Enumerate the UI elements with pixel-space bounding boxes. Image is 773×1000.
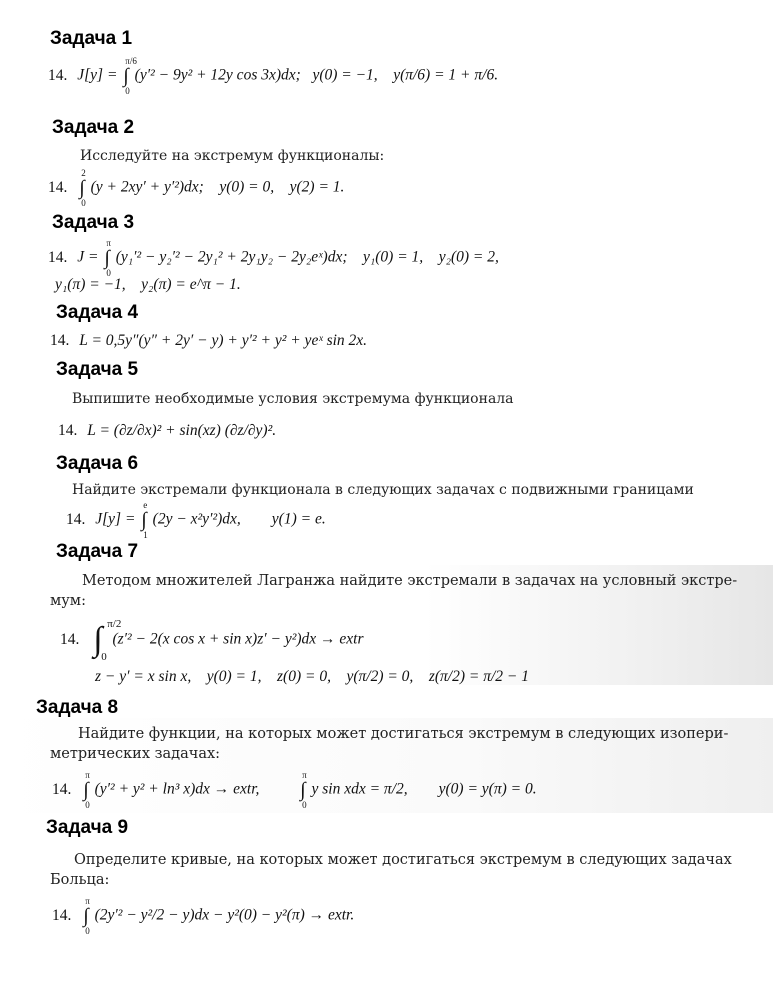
task-5-text: Выпишите необходимые условия экстремума функционала [72,391,514,407]
isoperimetric-constraint: y sin xdx = π/2, [311,780,408,798]
integral-sign: ∫ 2 0 [79,168,86,208]
problem-number: 14. [52,780,72,798]
integral-lower-limit: 0 [302,800,307,810]
integral-upper-limit: π/6 [125,56,137,66]
integrand: (z′² − 2(x cos x + sin x)z′ − y²)dx → extr [112,630,364,648]
integral-upper-limit: e [143,500,148,510]
task-3-formula [48,238,499,278]
task-3-formula-cont [55,276,241,294]
integral-lower-limit: 1 [143,530,148,540]
task-9-text: Определите кривые, на которых может достигаться экстремум в следующих задачах [74,852,732,868]
integrand: (y′² + y² + ln³ x)dx → extr, [94,780,260,798]
problem-number: 14. [52,906,72,924]
integral-upper-limit: 2 [81,168,86,178]
integral-lower-limit: 0 [81,198,86,208]
task-8-text-cont: метрических задачах: [50,746,221,762]
task-4-formula [50,332,367,350]
integral-sign: ∫ π 0 [104,238,111,278]
integrand: (2y′² − y²/2 − y)dx − y²(0) − y²(π) → extr. [94,906,355,924]
boundary-condition: y(1) = e. [271,510,326,528]
integral-sign: ∫ π/2 0 [93,618,122,663]
boundary-condition: y₂(0) = 2, [438,248,499,266]
boundary-condition: y₁(0) = 1, [363,248,424,266]
task-2-formula [48,168,345,208]
boundary-condition: y(0) = y(π) = 0. [438,780,537,798]
integral-upper-limit: π/2 [107,618,122,630]
task-7-title: Задача 7 [56,541,139,562]
task-7-formula [60,618,364,663]
task-7-text-cont: мум: [50,593,86,609]
task-1-title: Задача 1 [50,28,133,49]
lagrangian: L = 0,5y″(y″ + 2y′ − y) + y′² + y² + yeˣ sin 2x. [79,332,368,349]
integrand: (y₁′² − y₂′² − 2y₁² + 2y₁y₂ − 2y₂eˣ)dx; [115,248,348,266]
task-5-formula [58,422,276,440]
task-1-formula [48,56,499,96]
integral-upper-limit: π [85,896,90,906]
task-6-title: Задача 6 [56,453,139,474]
integral-lower-limit: 0 [85,800,90,810]
problem-number: 14. [66,510,86,528]
task-9-title: Задача 9 [46,817,129,838]
integrand: (y′² − 9y² + 12y cos 3x)dx; [134,66,301,84]
task-7-text: Методом множителей Лагранжа найдите экстремали в задачах на условный экстре- [82,573,738,589]
functional-lhs: J[y] = [95,510,136,528]
boundary-condition: z(π/2) = π/2 − 1 [428,668,529,685]
integral-sign: ∫ e 1 [141,500,148,540]
integral-sign: ∫ π 0 [83,896,90,936]
integral-lower-limit: 0 [106,268,111,278]
boundary-condition: y₂(π) = e^π − 1. [141,276,241,293]
task-7-constraints [95,668,529,686]
boundary-condition: y(π/2) = 0, [346,668,414,685]
integral-sign: ∫ π/6 0 [123,56,137,96]
task-6-formula [66,500,326,540]
task-2-title: Задача 2 [52,117,135,138]
task-9-formula [52,896,355,936]
boundary-condition: y₁(π) = −1, [55,276,126,293]
problem-number: 14. [48,66,68,84]
problem-number: 14. [48,248,68,266]
task-8-formula [52,770,537,810]
task-8-text: Найдите функции, на которых может достигаться экстремум в следующих изопери- [78,726,729,742]
integral-upper-limit: π [302,770,307,780]
integral-sign: ∫ π 0 [83,770,90,810]
task-8-title: Задача 8 [36,697,119,718]
integrand: (y + 2xy′ + y′²)dx; [90,178,204,196]
task-2-text: Исследуйте на экстремум функционалы: [80,148,385,164]
task-4-title: Задача 4 [56,302,139,323]
integral-lower-limit: 0 [101,651,107,663]
task-6-text: Найдите экстремали функционала в следующих задачах с подвижными границами [72,482,694,498]
problem-number: 14. [50,332,70,349]
task-5-title: Задача 5 [56,359,139,380]
boundary-condition: y(0) = 0, [219,178,275,196]
integrand: (2y − x²y′²)dx, [152,510,241,528]
lagrangian: L = (∂z/∂x)² + sin(xz) (∂z/∂y)². [87,422,277,439]
task-3-title: Задача 3 [52,212,135,233]
integral-sign: ∫ π 0 [300,770,307,810]
task-9-text-cont: Больца: [50,872,110,888]
integral-upper-limit: π [85,770,90,780]
boundary-condition: y(π/6) = 1 + π/6. [393,66,499,84]
problem-number: 14. [48,178,68,196]
boundary-condition: z(0) = 0, [277,668,331,685]
problem-number: 14. [60,630,80,648]
problem-number: 14. [58,422,78,439]
boundary-condition: y(0) = −1, [312,66,378,84]
constraint: z − y′ = x sin x, [95,668,192,685]
integral-lower-limit: 0 [85,926,90,936]
integral-lower-limit: 0 [125,86,130,96]
boundary-condition: y(2) = 1. [289,178,345,196]
integral-upper-limit: π [106,238,111,248]
boundary-condition: y(0) = 1, [206,668,262,685]
functional-lhs: J = [77,248,99,266]
functional-lhs: J[y] = [77,66,118,84]
